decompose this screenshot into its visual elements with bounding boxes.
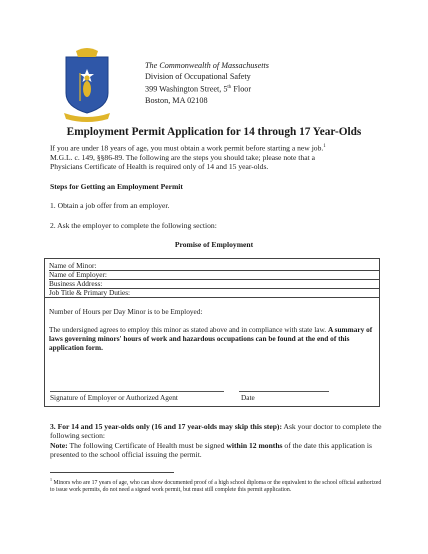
footnote-rule — [50, 472, 174, 473]
agency-name: The Commonwealth of Massachusetts — [145, 61, 269, 70]
hours-per-day-field[interactable]: Number of Hours per Day Minor is to be Employed: — [49, 307, 203, 316]
name-of-employer-field[interactable]: Name of Employer: — [49, 270, 379, 280]
city-address: Boston, MA 02108 — [145, 96, 208, 106]
footnote-ref: 1 — [323, 144, 326, 149]
divider — [45, 297, 379, 298]
massachusetts-seal-icon — [58, 47, 116, 123]
business-address-field[interactable]: Business Address: — [49, 279, 379, 289]
date-label: Date — [241, 393, 255, 402]
agreement-text: The undersigned agrees to employ this minor as stated above and in compliance with state law. A summary of laws governing minors' hours of work and hazardous occupations can be found at the end of this application form. — [49, 325, 373, 352]
intro-paragraph: If you are under 18 years of age, you must obtain a work permit before starting a new job.$^1$ M.G.L. c. 149, §§86-89. The following are the steps you should take; please note that a Physicians Certificate of Health is required only of 14 and 15 year-olds. — [50, 143, 326, 172]
footnote: $^1$ Minors who are 17 years of age, who can show documented proof of a high school diploma or the equivalent to the school official authorized to issue work permits, do not need a signed work permit, but must still complete this permit application. — [50, 477, 382, 494]
date-line[interactable] — [239, 391, 329, 392]
signature-label: Signature of Employer or Authorized Agent — [50, 393, 178, 402]
job-title-field[interactable]: Job Title & Primary Duties: — [49, 288, 131, 297]
steps-heading: Steps for Getting an Employment Permit — [50, 182, 183, 191]
signature-line[interactable] — [50, 391, 224, 392]
promise-of-employment-form — [44, 258, 380, 407]
name-of-minor-field[interactable]: Name of Minor: — [49, 261, 379, 271]
promise-title: Promise of Employment — [174, 240, 254, 249]
division-name: Division of Occupational Safety — [145, 72, 251, 82]
page-title: Employment Permit Application for 14 through 17 Year-Olds — [66, 126, 362, 138]
step-2: 2. Ask the employer to complete the following section: — [50, 221, 217, 230]
header-address — [145, 60, 269, 107]
street-address: 399 Washington Street, 5th Floor — [145, 85, 252, 95]
step-3: 3. For 14 and 15 year-olds only (16 and 17 year-olds may skip this step): Ask your doctor to complete the following section: Note: The following Certificate of Health must be signed within 12 months of the date this application is presented to the school official issuing the permit. — [50, 422, 382, 460]
step-1: 1. Obtain a job offer from an employer. — [50, 201, 170, 210]
